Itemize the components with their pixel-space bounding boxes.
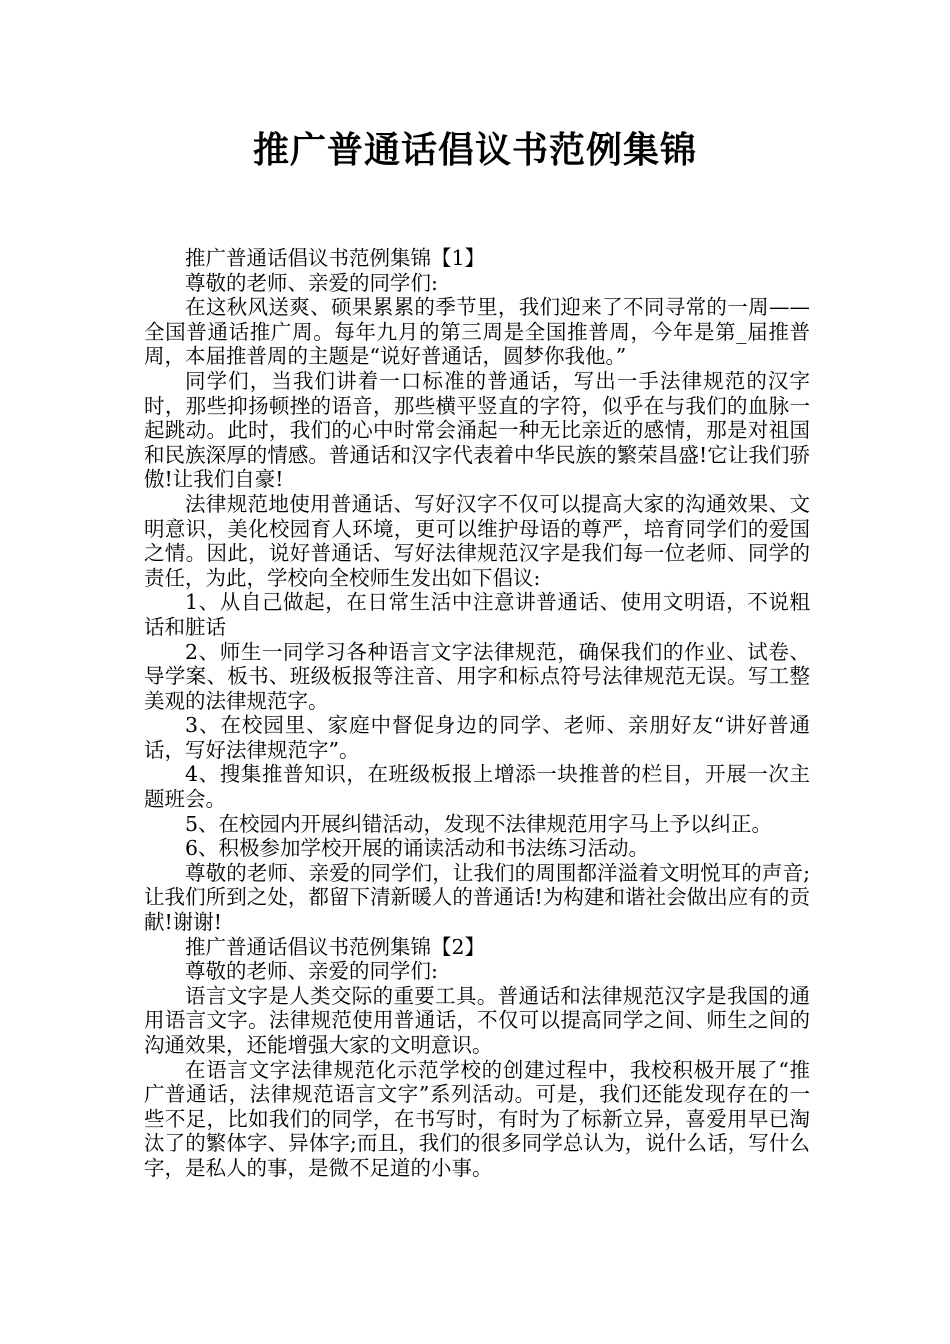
- section-heading-1: 推广普通话倡议书范例集锦【1】: [185, 246, 486, 270]
- document-title: 推广普通话倡议书范例集锦: [252, 130, 697, 171]
- section-heading-2: 推广普通话倡议书范例集锦【2】: [185, 934, 486, 959]
- proposal-item-3: 3、在校园里、家庭中督促身边的同学、老师、亲朋好友“讲好普通话，写好法律规范字”。: [144, 713, 810, 762]
- proposal-item-4: 4、搜集推普知识，在班级板报上增添一块推普的栏目，开展一次主题班会。: [144, 762, 810, 812]
- paragraph: 同学们，当我们讲着一口标准的普通话，写出一手法律规范的汉字时，那些抑扬顿挫的语音，那些横平竖直的字符，似乎在与我们的血脉一起跳动。此时，我们的心中时常会涌起一种无比亲近的感情，那是对祖国和民族深厚的情感。普通话和汉字代表着中华民族的繁荣昌盛!它让我们骄傲!让我们自豪!: [144, 368, 810, 492]
- document-body: [144, 246, 810, 1181]
- paragraph: 在语言文字法律规范化示范学校的创建过程中，我校积极开展了“推广普通话，法律规范语言文字”系列活动。可是，我们还能发现存在的一些不足，比如我们的同学，在书写时，有时为了标新立异，喜爱用早已淘汰了的繁体字、异体字;而且，我们的很多同学总认为，说什么话，写什么字，是私人的事，是微不足道的小事。: [144, 1057, 810, 1180]
- proposal-item-1: 1、从自己做起，在日常生活中注意讲普通话、使用文明语，不说粗话和脏话: [144, 590, 810, 639]
- paragraph: 在这秋风送爽、硕果累累的季节里，我们迎来了不同寻常的一周——全国普通话推广周。每年九月的第三周是全国推普周，今年是第_届推普周，本届推普周的主题是“说好普通话，圆梦你我他。”: [144, 295, 810, 369]
- salutation: 尊敬的老师、亲爱的同学们:: [185, 270, 438, 295]
- salutation: 尊敬的老师、亲爱的同学们:: [185, 959, 438, 984]
- paragraph: 法律规范地使用普通话、写好汉字不仅可以提高大家的沟通效果、文明意识，美化校园育人环境，更可以维护母语的尊严，培育同学们的爱国之情。因此，说好普通话、写好法律规范汉字是我们每一位老师、同学的责任，为此，学校向全校师生发出如下倡议:: [144, 491, 810, 590]
- proposal-item-2: 2、师生一同学习各种语言文字法律规范，确保我们的作业、试卷、导学案、板书、班级板报等注音、用字和标点符号法律规范无误。写工整美观的法律规范字。: [144, 639, 810, 713]
- proposal-item-6: 6、积极参加学校开展的诵读活动和书法练习活动。: [185, 836, 650, 861]
- proposal-item-5: 5、在校园内开展纠错活动，发现不法律规范用字马上予以纠正。: [185, 811, 773, 836]
- closing-paragraph: 尊敬的老师、亲爱的同学们，让我们的周围都洋溢着文明悦耳的声音;让我们所到之处，都留下清新暖人的普通话!为构建和谐社会做出应有的贡献!谢谢!: [144, 860, 810, 935]
- paragraph: 语言文字是人类交际的重要工具。普通话和法律规范汉字是我国的通用语言文字。法律规范使用普通话，不仅可以提高同学之间、师生之间的沟通效果，还能增强大家的文明意识。: [144, 983, 810, 1057]
